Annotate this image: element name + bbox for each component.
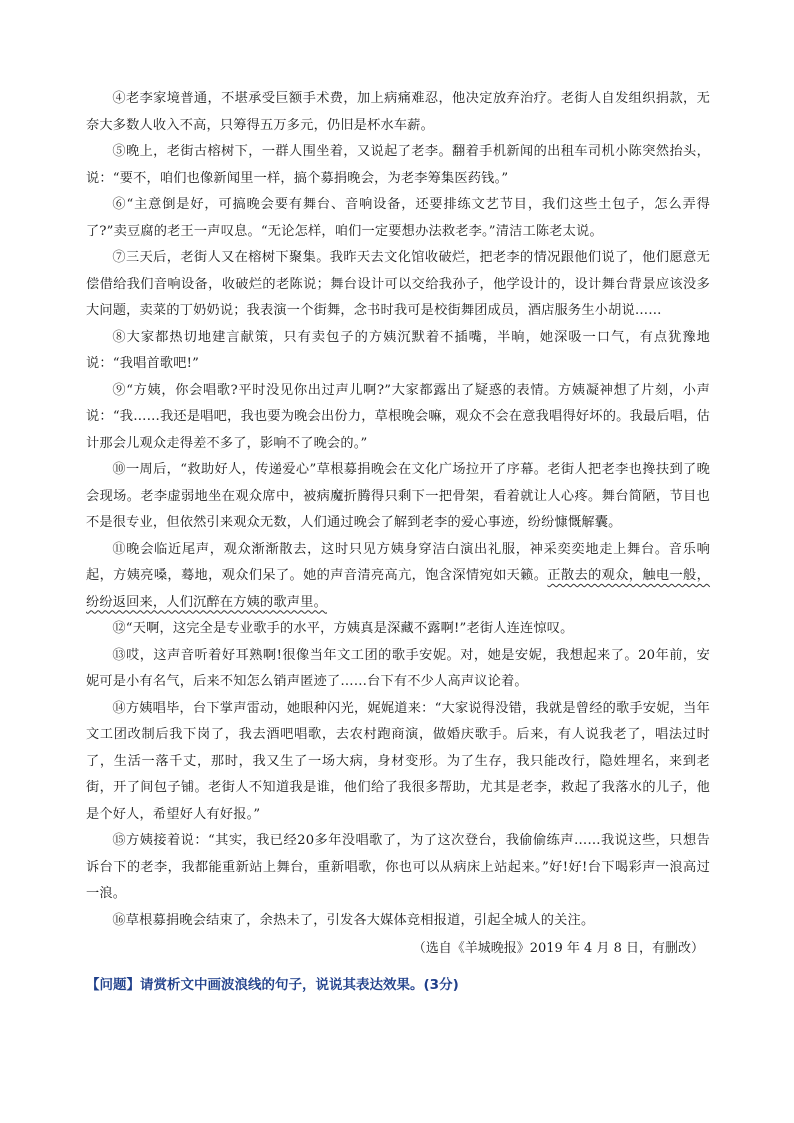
question-tag: 【问题】	[86, 977, 140, 993]
paragraph-13: ⑬哎，这声音听着好耳熟啊!很像当年文工团的歌手安妮。对，她是安妮，我想起来了。20年前，安妮可是小有名气，后来不知怎么销声匿迹了……台下有不少人高声议论着。	[86, 647, 710, 689]
paragraph-4: ④老李家境普通，不堪承受巨额手术费，加上病痛难忍，他决定放弃治疗。老街人自发组织捐款，无奈大多数人收入不高，只筹得五万多元，仍旧是杯水车薪。	[86, 91, 710, 133]
paragraph-11-text: ⑪晚会临近尾声，观众渐渐散去，这时只见方姨身穿洁白演出礼服，神采奕奕地走上舞台。音乐响起，方姨亮嗓，蓦地，观众们呆了。她的声音清亮高亢，饱含深情宛如天籁。	[86, 541, 710, 583]
paragraph-7: ⑦三天后，老街人又在榕树下聚集。我昨天去文化馆收破烂，把老李的情况跟他们说了，他们愿意无偿借给我们音响设备，收破烂的老陈说；舞台设计可以交给我孙子，他学设计的，设计舞台背景应该没多大问题，卖菜的丁奶奶说；我表演一个街舞，念书时我可是校街舞团成员，酒店服务生小胡说……	[86, 250, 710, 318]
question-text: 请赏析文中画波浪线的句子，说说其表达效果。(3分)	[140, 977, 459, 993]
paragraph-10: ⑩一周后，“救助好人，传递爱心”草根募捐晚会在文化广场拉开了序幕。老街人把老李也搀扶到了晚会现场。老李虚弱地坐在观众席中，被病魔折腾得只剩下一把骨架，看着就让人心疼。舞台简陋，节目也不是很专业，但依然引来观众无数，人们通过晚会了解到老李的爱心事迹，纷纷慷慨解囊。	[86, 462, 710, 530]
paragraph-6: ⑥“主意倒是好，可搞晚会要有舞台、音响设备，还要排练文艺节目，我们这些土包子，怎么弄得了?”卖豆腐的老王一声叹息。“无论怎样，咱们一定要想办法救老李。”清洁工陈老太说。	[86, 197, 710, 239]
paragraph-5: ⑤晚上，老街古榕树下，一群人围坐着，又说起了老李。翻着手机新闻的出租车司机小陈突然抬头，说：“要不，咱们也像新闻里一样，搞个募捐晚会，为老李筹集医药钱。”	[86, 144, 710, 186]
paragraph-16: ⑯草根募捐晚会结束了，余热未了，引发各大媒体竞相报道，引起全城人的关注。	[112, 912, 595, 928]
paragraph-9: ⑨“方姨，你会唱歌?平时没见你出过声儿啊?”大家都露出了疑惑的表情。方姨凝神想了片刻，小声说：“我……我还是唱吧，我也要为晚会出份力，草根晚会嘛，观众不会在意我唱得好坏的。我最后唱，估计那会儿观众走得差不多了，影响不了晚会的。”	[86, 382, 710, 451]
paragraph-15: ⑮方姨接着说：“其实，我已经20多年没唱歌了，为了这次登台，我偷偷练声……我说这些，只想告诉台下的老李，我都能重新站上舞台，重新唱歌，你也可以从病床上站起来。”好!好!台下喝彩声一浪高过一浪。	[86, 833, 710, 901]
paragraph-11	[86, 537, 710, 617]
paragraph-12: ⑫“天啊，这完全是专业歌手的水平，方姨真是深藏不露啊!”老街人连连惊叹。	[112, 621, 574, 636]
paragraph-8: ⑧大家都热切地建言献策，只有卖包子的方姨沉默着不插嘴，半晌，她深吸一口气，有点犹豫地说：“我唱首歌吧!”	[86, 329, 710, 371]
question	[86, 972, 710, 998]
source-citation: （选自《羊城晚报》2019 年 4 月 8 日，有删改）	[412, 941, 704, 956]
paragraph-14: ⑭方姨唱毕，台下掌声雷动，她眼种闪光，娓娓道来：“大家说得没错，我就是曾经的歌手安妮，当年文工团改制后我下岗了，我去酒吧唱歌，去农村跑商演，做婚庆歌手。后来，有人说我老了，唱法过时了，生活一落千丈，那时，我又生了一场大病，身材变形。为了生存，我只能改行，隐姓埋名，来到老街，开了间包子铺。老街人不知道我是谁，他们给了我很多帮助，尤其是老李，救起了我落水的儿子，他是个好人，希望好人有好报。”	[86, 700, 710, 822]
wavy-underlined-sentence: 正散去的观众，触电一般，纷纷返回来，人们沉醉在方姨的歌声里。	[86, 568, 711, 610]
